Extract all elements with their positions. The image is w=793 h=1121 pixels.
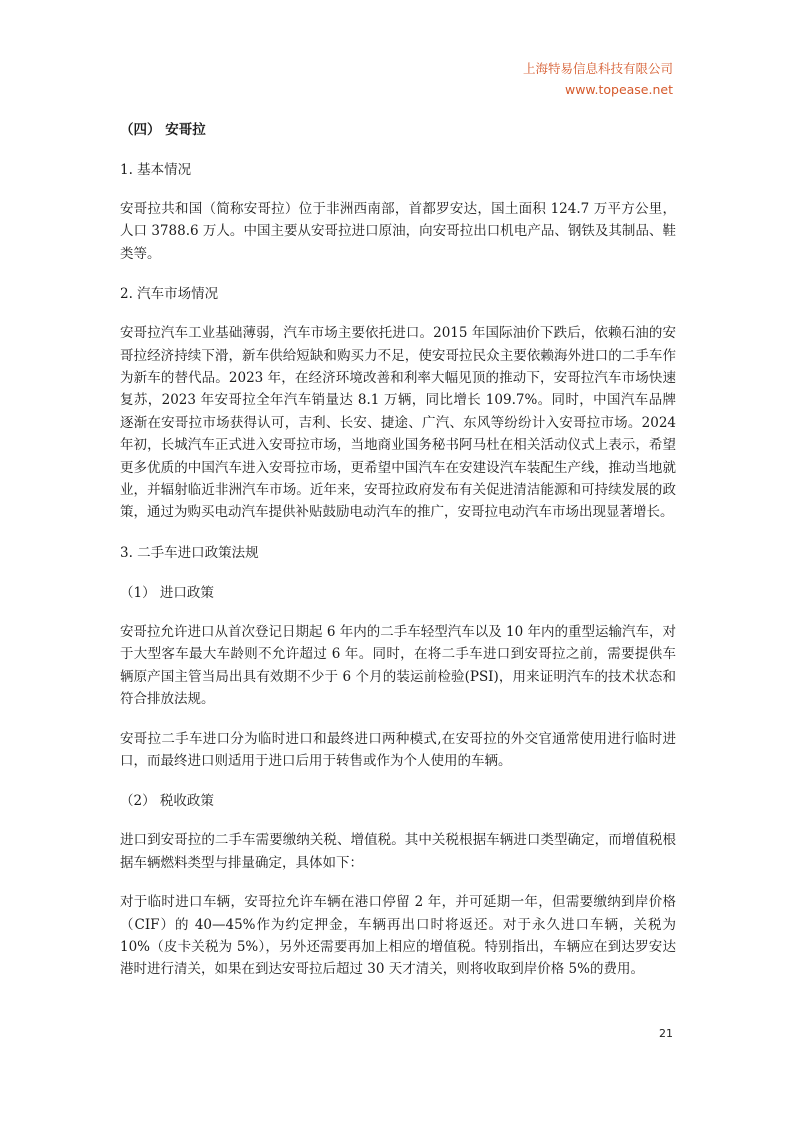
section-title: （四） 安哥拉 (120, 122, 206, 138)
subheading-import-policy: （1） 进口政策 (120, 584, 214, 601)
paragraph-import-modes: 安哥拉二手车进口分为临时进口和最终进口两种模式,在安哥拉的外交官通常使用进行临时进口，而最终进口则适用于进口后用于转售或作为个人使用的车辆。 (120, 730, 676, 769)
subheading-tax-policy: （2） 税收政策 (120, 793, 214, 810)
company-website: www.topease.net (564, 82, 673, 97)
document-body (120, 118, 676, 981)
heading-basic-info: 1. 基本情况 (120, 162, 192, 178)
company-name: 上海特易信息科技有限公司 (522, 61, 673, 76)
paragraph-tax-details: 对于临时进口车辆，安哥拉允许车辆在港口停留 2 年，并可延期一年，但需要缴纳到岸价格（CIF）的 40—45%作为约定押金，车辆再出口时将返还。对于永久进口车辆，关税为 10%（皮卡关税为 5%），另外还需要再加上相应的增值税。特别指出，车辆应在到达罗安达港时进行清关，如果在到达安哥拉后超过 30 天才清关，则将收取到岸价格 5%的费用。 (120, 894, 676, 978)
paragraph-basic-info: 安哥拉共和国（简称安哥拉）位于非洲西南部，首都罗安达，国土面积 124.7 万平方公里，人口 3788.6 万人。中国主要从安哥拉进口原油，向安哥拉出口机电产品、钢铁及其制品、鞋类等。 (120, 201, 676, 262)
page-number: 21 (659, 1027, 673, 1040)
page-header (523, 58, 673, 100)
paragraph-import-policy: 安哥拉允许进口从首次登记日期起 6 年内的二手车轻型汽车以及 10 年内的重型运输汽车，对于大型客车最大车龄则不允许超过 6 年。同时，在将二手车进口到安哥拉之前，需要提供车辆原产国主管当局出具有效期不少于 6 个月的装运前检验(PSI)，用来证明汽车的技术状态和符合排放法规。 (120, 623, 676, 708)
heading-import-policy-regulations: 3. 二手车进口政策法规 (120, 544, 259, 561)
heading-auto-market: 2. 汽车市场情况 (120, 286, 219, 303)
paragraph-auto-market: 安哥拉汽车工业基础薄弱，汽车市场主要依托进口。2015 年国际油价下跌后，依赖石油的安哥拉经济持续下滑，新车供给短缺和购买力不足，使安哥拉民众主要依赖海外进口的二手车作为新车的替代品。2023 年，在经济环境改善和利率大幅见顶的推动下，安哥拉汽车市场快速复苏，2023 年安哥拉全年汽车销量达 8.1 万辆，同比增长 109.7%。同时，中国汽车品牌逐渐在安哥拉市场获得认可，吉利、长安、捷途、广汽、东风等纷纷计入安哥拉市场。2024 年初，长城汽车正式进入安哥拉市场，当地商业国务秘书阿马杜在相关活动仪式上表示，希望更多优质的中国汽车进入安哥拉市场，更希望中国汽车在安建设汽车装配生产线，推动当地就业，并辐射临近非洲汽车市场。近年来，安哥拉政府发布有关促进清洁能源和可持续发展的政策，通过为购买电动汽车提供补贴鼓励电动汽车的推广，安哥拉电动汽车市场出现显著增长。 (120, 325, 676, 521)
paragraph-tax-intro: 进口到安哥拉的二手车需要缴纳关税、增值税。其中关税根据车辆进口类型确定，而增值税根据车辆燃料类型与排量确定，具体如下： (120, 832, 676, 871)
